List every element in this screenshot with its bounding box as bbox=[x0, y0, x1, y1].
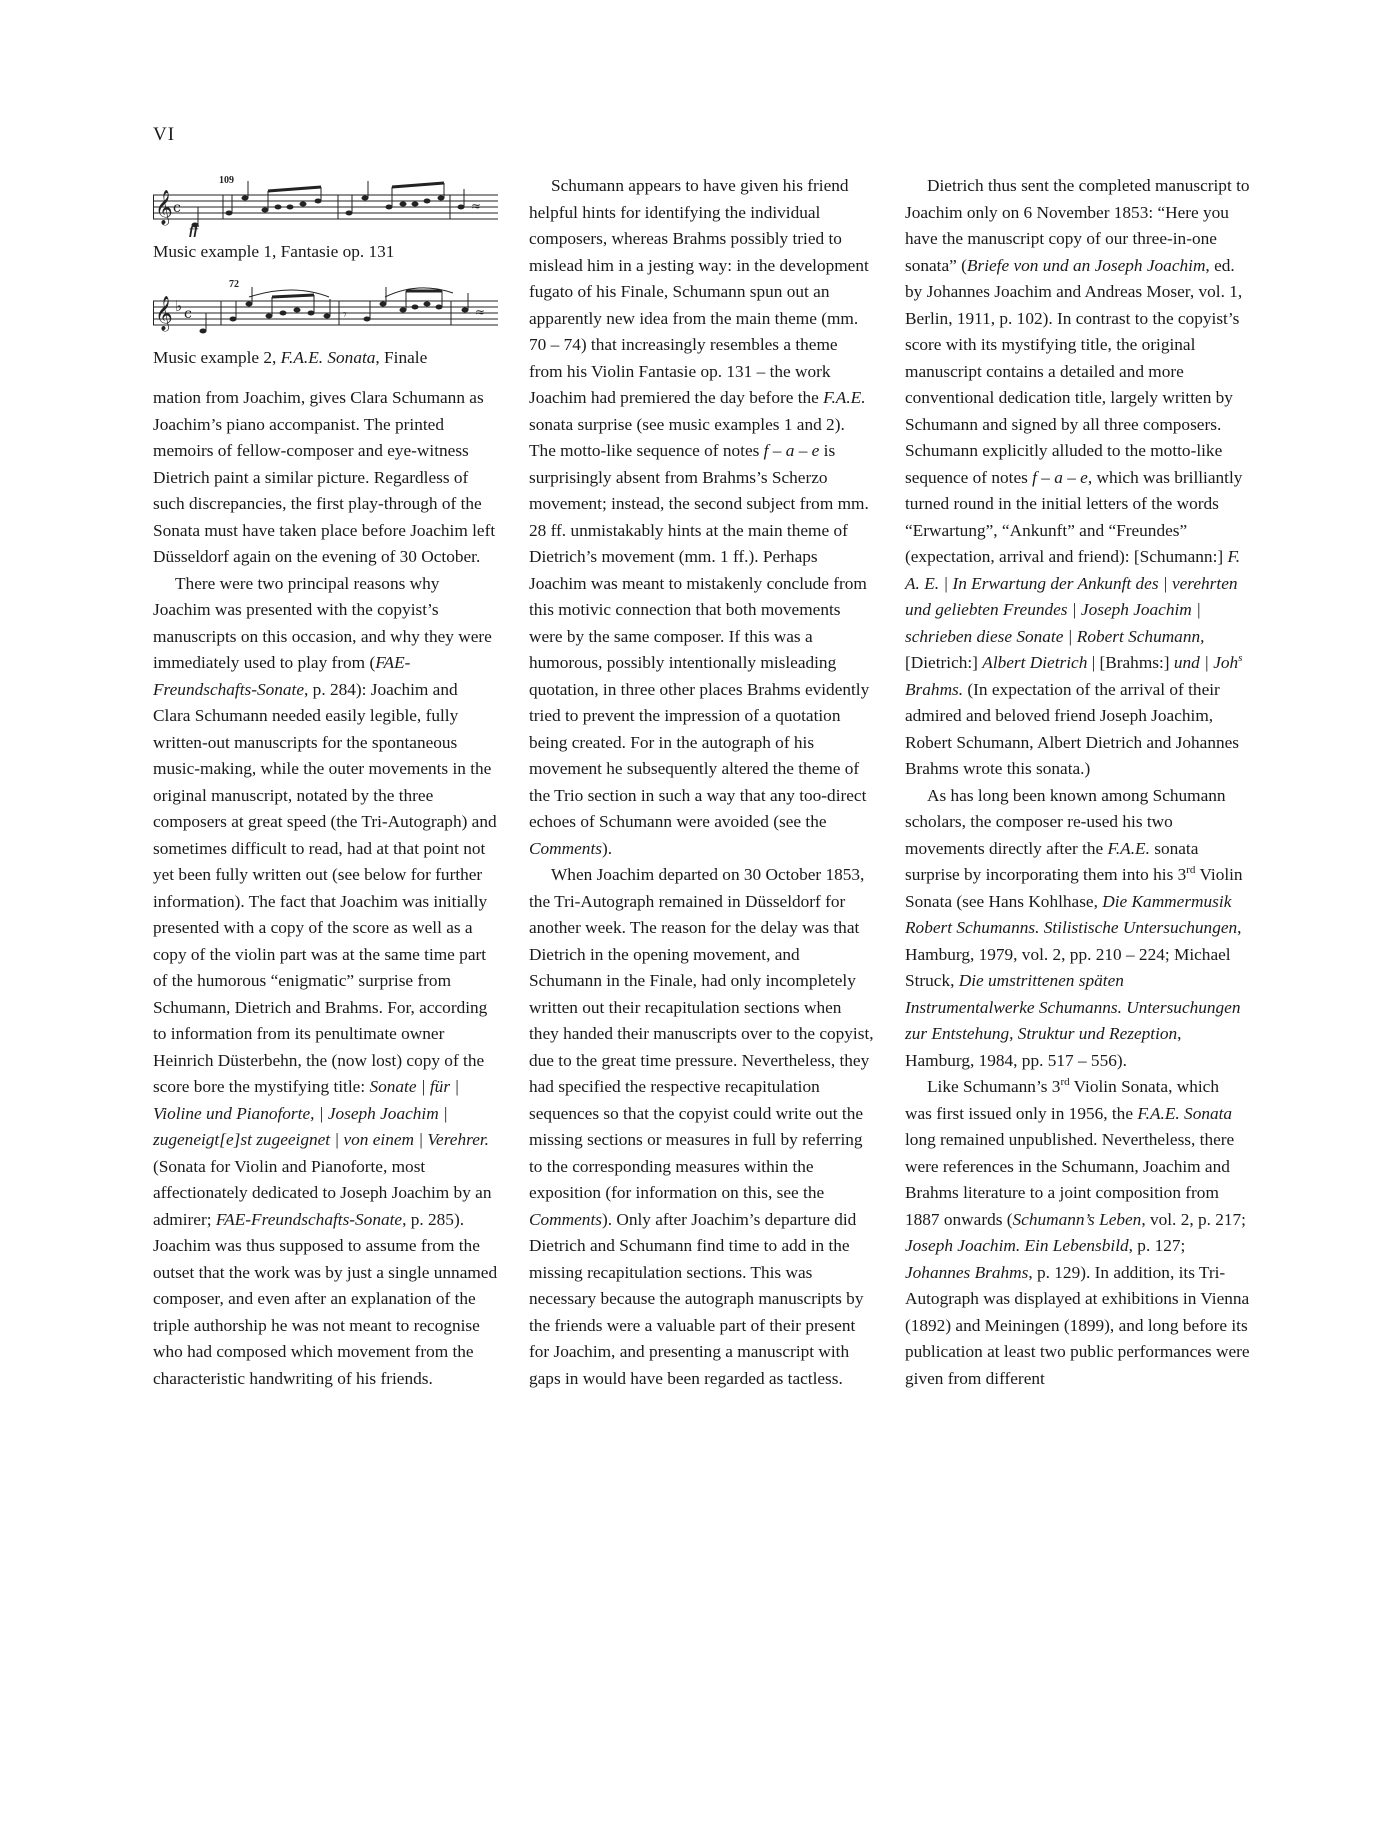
svg-text:≈: ≈ bbox=[475, 305, 486, 319]
svg-text:≈: ≈ bbox=[471, 199, 482, 213]
music-example-1 bbox=[153, 173, 498, 265]
measure-number-72: 72 bbox=[229, 279, 239, 290]
measure-number-109: 109 bbox=[219, 175, 234, 186]
paragraph: mation from Joachim, gives Clara Schumann as Joachim’s piano accompanist. The printed memoirs of fellow-composer and eye-witness Dietrich paint a similar picture. Regardless of such discrepancies, the first play-through of the Sonata must have taken place before Joachim left Düsseldorf again on the evening of 30 October. bbox=[153, 388, 496, 566]
music-staff-1 bbox=[153, 173, 498, 237]
svg-text:c: c bbox=[173, 200, 181, 216]
paragraph: As has long been known among Schumann scholars, the composer re-used his two movements directly after the F.A.E. sonata surprise by incorporating them into his 3rd Violin Sonata (see Hans Kohlhase, Die Kammermusik Robert Schumanns. Stilistische Untersuchungen, Hamburg, 1979, vol. 2, pp. 210 – 224; Michael Struck, Die umstrittenen späten Instrumentalwerke Schumanns. Untersuchungen zur Entstehung, Struktur und Rezeption, Hamburg, 1984, pp. 517 – 556). bbox=[905, 785, 1243, 1070]
music-example-2 bbox=[153, 279, 498, 371]
flat-icon: ♭ bbox=[175, 297, 183, 315]
svg-text:𝄾: 𝄾 bbox=[343, 307, 347, 323]
paragraph: Dietrich thus sent the completed manuscript to Joachim only on 6 November 1853: “Here you have the manuscript copy of our three-in-one sonata” (Briefe von und an Joseph Joachim, ed. by Johannes Joachim and Andreas Moser, vol. 1, Berlin, 1911, p. 102). In contrast to the copyist’s score with its mystifying title, the original manuscript contains a detailed and more conventional dedication title, largely written by Schumann and signed by all three composers. Schumann explicitly alluded to the motto-like sequence of notes f – a – e, which was brilliantly turned round in the initial letters of the words “Erwartung”, “Ankunft” and “Freundes” (expectation, arrival and friend): [Schumann:] F. A. E. | In Erwartung der Ankunft des | verehrten und geliebten Freundes | Joseph Joachim | schrieben diese Sonate | Robert Schumann, [Dietrich:] Albert Dietrich | [Brahms:] und | Joh$^s$ Brahms. (In expectation of the arrival of their admired and beloved friend Joseph Joachim, Robert Schumann, Albert Dietrich and Johannes Brahms wrote this sonata.) bbox=[905, 176, 1250, 778]
paragraph: Like Schumann’s 3rd Violin Sonata, which was first issued only in 1956, the F.A.E. Sonata long remained unpublished. Nevertheless, there were references in the Schumann, Joachim and Brahms literature to a joint composition from 1887 onwards (Schumann’s Leben, vol. 2, p. 217; Joseph Joachim. Ein Lebensbild, p. 127; Johannes Brahms, p. 129). In addition, its Tri-Autograph was displayed at exhibitions in Vienna (1892) and Meiningen (1899), and long before its publication at least two public performances were given from different bbox=[905, 1076, 1250, 1388]
music-staff-2 bbox=[153, 279, 498, 343]
column-3 bbox=[905, 173, 1250, 1392]
paragraph: When Joachim departed on 30 October 1853, the Tri-Autograph remained in Düsseldorf for another week. The reason for the delay was that Dietrich in the opening movement, and Schumann in the Finale, had only incompletely written out their recapitulation sections when they handed their manuscripts over to the copyist, due to the great time pressure. Nevertheless, they had specified the respective recapitulation sequences so that the copyist could write out the missing sections or measures in full by referring to the corresponding measures within the exposition (for information on this, see the Comments). Only after Joachim’s departure did Dietrich and Schumann find time to add in the missing recapitulation sections. This was necessary because the autograph manuscripts by the friends were a valuable part of their present for Joachim, and presenting a manuscript with gaps in would have been regarded as tactless. bbox=[529, 865, 874, 1388]
music-example-1-caption: Music example 1, Fantasie op. 131 bbox=[153, 242, 395, 261]
column-2 bbox=[529, 173, 874, 1392]
svg-text:c: c bbox=[184, 306, 192, 322]
column-1 bbox=[153, 173, 498, 1392]
treble-clef-icon: 𝄞 bbox=[155, 190, 173, 225]
treble-clef-icon: 𝄞 bbox=[155, 296, 173, 331]
music-example-2-caption: Music example 2, F.A.E. Sonata, Finale bbox=[153, 348, 428, 367]
paragraph: Schumann appears to have given his friend helpful hints for identifying the individual composers, whereas Brahms possibly tried to mislead him in a jesting way: in the development fugato of his Finale, Schumann spun out an apparently new idea from the main theme (mm. 70 – 74) that increasingly resembles a theme from his Violin Fantasie op. 131 – the work Joachim had premiered the day before the F.A.E. sonata surprise (see music examples 1 and 2). The motto-like sequence of notes f – a – e is surprisingly absent from Brahms’s Scherzo movement; instead, the second subject from mm. 28 ff. unmistakably hints at the main theme of Dietrich’s movement (mm. 1 ff.). Perhaps Joachim was meant to mistakenly conclude from this motivic connection that both movements were by the same composer. If this was a humorous, possibly intentionally misleading quotation, in three other places Brahms evidently tried to prevent the impression of a quotation being created. For in the autograph of his movement he subsequently altered the theme of the Trio section in such a way that any too-direct echoes of Schumann were avoided (see the Comments). bbox=[529, 176, 870, 858]
page-number: VI bbox=[153, 124, 176, 145]
dynamic-ff: ff bbox=[189, 224, 199, 237]
paragraph: There were two principal reasons why Joachim was presented with the copyist’s manuscripts on this occasion, and why they were immediately used to play from (FAE-Freundschafts-Sonate, p. 284): Joachim and Clara Schumann needed easily legible, fully written-out manuscripts for the spontaneous music-making, while the outer movements in the original manuscript, notated by the three composers at great speed (the Tri-Autograph) and sometimes difficult to read, had at that point not yet been fully written out (see below for further information). The fact that Joachim was initially presented with a copy of the score as well as a copy of the violin part was at the same time part of the humorous “enigmatic” surprise from Schumann, Dietrich and Brahms. For, according to information from its penultimate owner Heinrich Düsterbehn, the (now lost) copy of the score bore the mystifying title: Sonate | für | Violine und Pianoforte, | Joseph Joachim | zugeneigt[e]st zugeeignet | von einem | Verehrer. (Sonata for Violin and Pianoforte, most affectionately dedicated to Joseph Joachim by an admirer; FAE-Freundschafts-Sonate, p. 285). Joachim was thus supposed to assume from the outset that the work was by just a single unnamed composer, and even after an explanation of the triple authorship he was not meant to recognise who had composed which movement from the characteristic handwriting of his friends. bbox=[153, 573, 498, 1388]
